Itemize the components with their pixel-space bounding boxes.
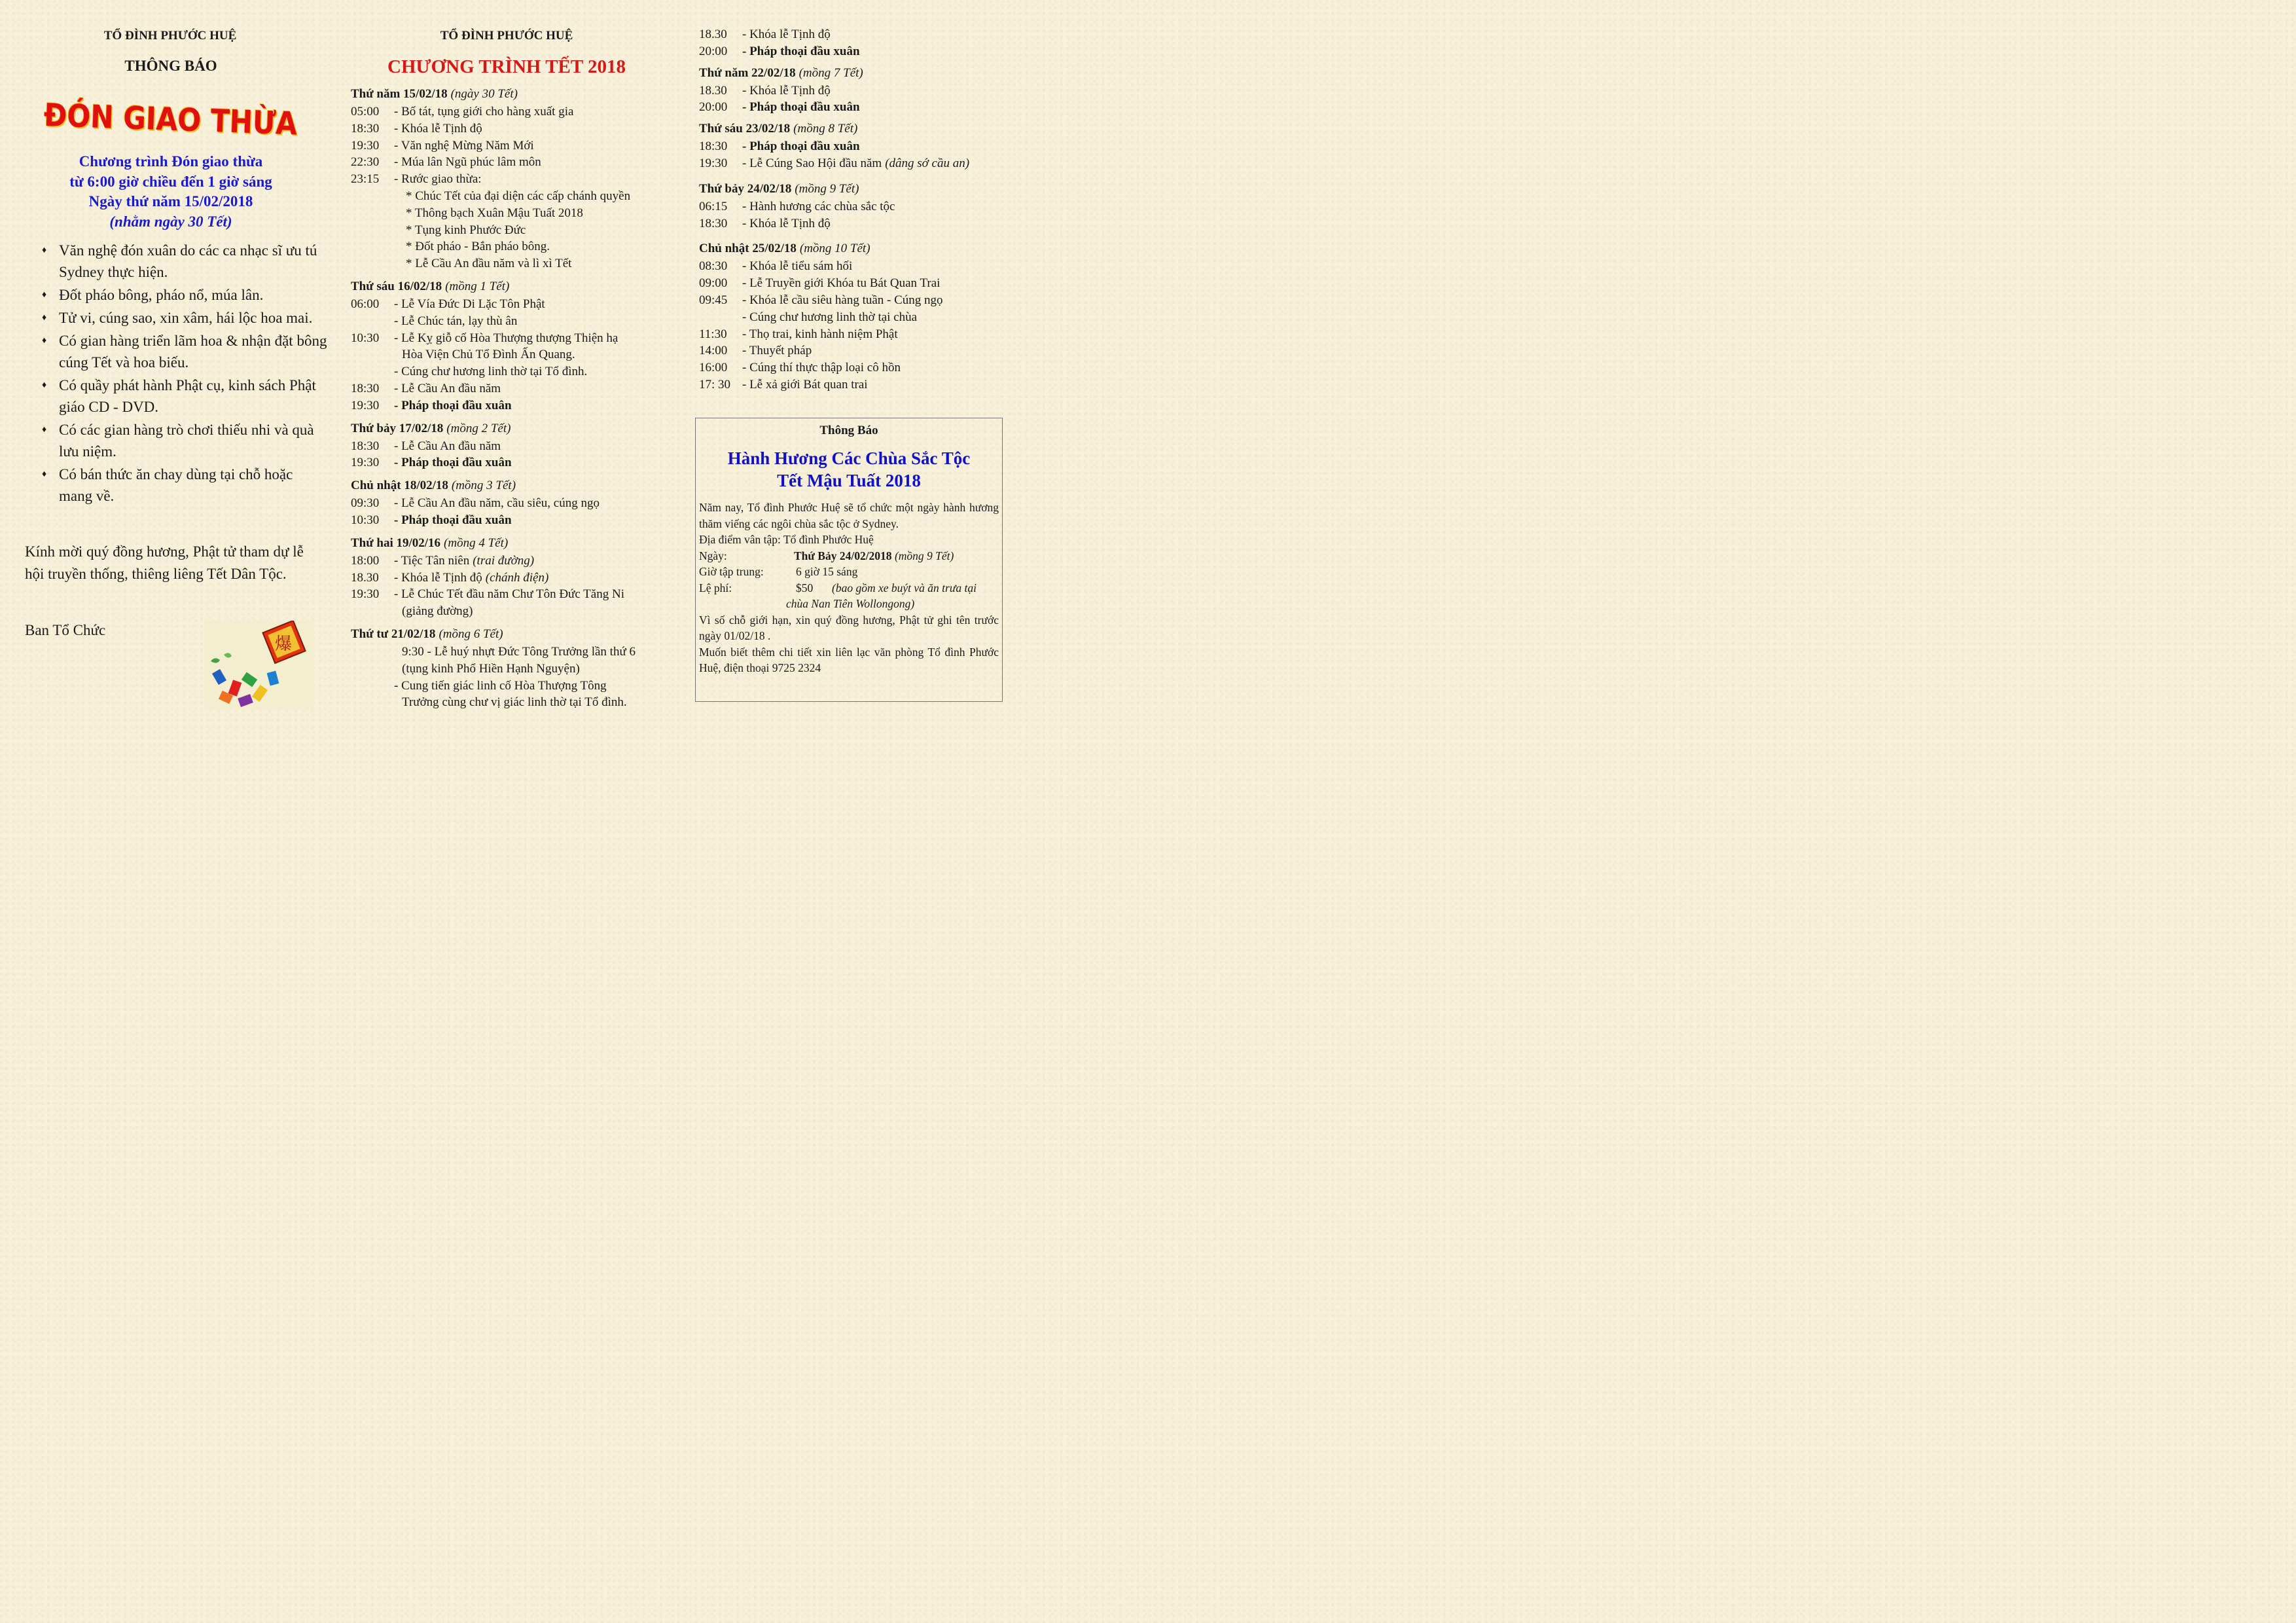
day-note: (mồng 6 Tết): [439, 627, 503, 641]
day-heading: [351, 85, 675, 103]
schedule-text: [394, 103, 573, 120]
list-item-text: Đốt pháo bông, pháo nổ, múa lân.: [59, 287, 264, 303]
day-date: Thứ bảy 24/02/18: [699, 181, 792, 196]
schedule-text-main: - Lễ Truyền giới Khóa tu Bát Quan Trai: [742, 276, 941, 291]
schedule-text-main: - Pháp thoại đầu xuân: [742, 139, 860, 154]
day-heading: [351, 625, 675, 644]
schedule-time: 06:00: [351, 297, 380, 311]
pilgrimage-notice: [695, 418, 1003, 702]
schedule-time: 23:15: [351, 172, 380, 187]
day-heading: [699, 240, 1007, 258]
day-note: (mồng 1 Tết): [445, 279, 510, 293]
schedule-text: [406, 205, 583, 222]
schedule-text-main: - Múa lân Ngũ phúc lâm môn: [394, 155, 541, 170]
schedule-line: [351, 188, 675, 205]
schedule-text-main: - Khóa lễ Tịnh độ: [394, 570, 482, 585]
schedule-text-main: - Khóa lễ Tịnh độ: [742, 27, 831, 41]
day-date: Thứ năm 15/02/18: [351, 87, 448, 101]
diamond-icon: ♦: [42, 425, 47, 435]
schedule-text-main: - Bố tát, tụng giới cho hàng xuất gia: [394, 105, 574, 119]
date-value: Thứ Bảy 24/02/2018: [794, 549, 892, 562]
schedule-line: [699, 376, 1007, 393]
schedule-line: [351, 512, 675, 529]
schedule-time: 18:30: [351, 121, 380, 136]
schedule-time: 18:00: [351, 553, 380, 568]
schedule-text-main: * Lễ Cầu An đầu năm và lì xì Tết: [406, 257, 572, 271]
day-date: Thứ hai 19/02/16: [351, 536, 441, 550]
day-heading: [351, 278, 675, 296]
schedule-text-main: * Chúc Tết của đại diện các cấp chánh quyền: [406, 189, 631, 203]
schedule-line: [351, 397, 675, 414]
day-heading: [699, 120, 1007, 138]
notice-title-line2: Tết Mậu Tuất 2018: [777, 471, 921, 490]
schedule-text-main: - Thuyết pháp: [742, 344, 812, 358]
schedule-line: [699, 275, 1007, 292]
schedule-line: [351, 661, 675, 678]
list-item: [39, 284, 327, 306]
list-item: [39, 240, 327, 283]
schedule-title: CHƯƠNG TRÌNH TẾT 2018: [387, 56, 626, 77]
schedule-text: [394, 495, 600, 512]
schedule-text-main: - Pháp thoại đầu xuân: [742, 44, 860, 58]
schedule-text: [394, 154, 541, 171]
list-item: [39, 464, 327, 507]
schedule-time: 19:30: [351, 587, 380, 602]
day-note: (mồng 8 Tết): [793, 122, 858, 136]
bullet-list: [39, 240, 327, 508]
schedule-text-main: - Pháp thoại đầu xuân: [394, 456, 512, 470]
schedule-text: [394, 512, 512, 529]
schedule-text: [394, 553, 534, 570]
day-note: (mồng 4 Tết): [444, 536, 509, 550]
schedule-line: [351, 205, 675, 222]
schedule-text-main: - Pháp thoại đầu xuân: [394, 513, 512, 527]
schedule-text: [394, 380, 501, 397]
schedule-line: [699, 292, 1007, 309]
schedule-text: [394, 678, 607, 695]
schedule-time: 11:30: [699, 327, 727, 341]
program-block: [20, 152, 322, 232]
schedule-text: [394, 313, 517, 330]
list-item-text: Có quầy phát hành Phật cụ, kinh sách Phật giáo CD - DVD.: [59, 377, 316, 415]
schedule-line: [351, 171, 675, 188]
schedule-time: 16:00: [699, 361, 728, 375]
notice-date-row: [699, 548, 999, 564]
date-value-wrap: [794, 548, 954, 564]
list-item: [39, 330, 327, 373]
schedule-line: [699, 309, 1007, 326]
notice-limit: Vì số chỗ giới hạn, xin quý đồng hương, Phật tử ghi tên trước ngày 01/02/18 .: [699, 613, 999, 642]
schedule-text: [394, 137, 534, 155]
notice-body: [699, 500, 999, 676]
schedule-time: 20:00: [699, 100, 728, 115]
schedule-text-main: - Pháp thoại đầu xuân: [742, 100, 860, 115]
schedule-text: [394, 296, 545, 313]
notice-meet: Địa điểm vân tập: Tổ đình Phước Huệ: [699, 533, 874, 546]
schedule-time: 18.30: [351, 570, 379, 585]
schedule-line: [351, 330, 675, 347]
schedule-line: [351, 238, 675, 255]
temple-name: TỔ ĐÌNH PHƯỚC HUỆ: [103, 29, 237, 43]
schedule-line: [699, 43, 1007, 60]
schedule-time: 10:30: [351, 331, 380, 345]
day-note: (mồng 3 Tết): [451, 479, 516, 493]
schedule-text: [742, 359, 901, 376]
diamond-icon: ♦: [42, 380, 47, 390]
schedule-day: [351, 85, 675, 272]
schedule-text-main: - Lễ Cầu An đầu năm: [394, 439, 501, 453]
schedule-text-main: - Văn nghệ Mừng Năm Mới: [394, 138, 534, 153]
schedule-time: 19:30: [699, 156, 728, 170]
schedule-line: [351, 363, 675, 380]
firecracker-illustration: [204, 621, 314, 710]
schedule-text: [742, 198, 895, 215]
schedule-text: [394, 586, 624, 603]
day-note: (mồng 2 Tết): [446, 421, 511, 435]
schedule-line: [699, 82, 1007, 100]
schedule-text: [742, 342, 812, 359]
schedule-text: [742, 43, 860, 60]
schedule-text: [742, 138, 860, 155]
day-heading: [351, 420, 675, 438]
schedule-time: 19:30: [351, 398, 380, 412]
signature: Ban Tổ Chức: [25, 622, 106, 638]
diamond-icon: ♦: [42, 313, 47, 323]
schedule-line: [351, 222, 675, 239]
schedule-day: [351, 534, 675, 620]
schedule-line: [351, 380, 675, 397]
schedule-time: 19:30: [351, 456, 380, 470]
diamond-icon: ♦: [42, 246, 47, 255]
date-label: Ngày:: [699, 549, 727, 562]
schedule-text: [742, 275, 940, 292]
schedule-line: [351, 255, 675, 272]
list-item-text: Có các gian hàng trò chơi thiếu nhi và quà lưu niệm.: [59, 422, 314, 460]
schedule-text-main: - Lễ Vía Đức Di Lặc Tôn Phật: [394, 297, 545, 311]
program-line: Ngày thứ năm 15/02/2018: [88, 193, 253, 210]
schedule-time: 18.30: [699, 83, 727, 98]
schedule-text: [742, 326, 898, 343]
day-heading: [351, 477, 675, 495]
schedule-time: 09:45: [699, 293, 728, 307]
day-date: Thứ năm 22/02/18: [699, 65, 796, 80]
schedule-time: 18:30: [351, 381, 380, 395]
schedule-list: [351, 85, 675, 711]
program-line: Chương trình Đón giao thừa: [79, 153, 263, 170]
schedule-day: [699, 240, 1007, 393]
day-date: Chủ nhật 25/02/18: [699, 242, 797, 256]
schedule-line: [699, 26, 1007, 43]
invitation-text: Kính mời quý đồng hương, Phật tử tham dự lễ hội truyền thống, thiêng liêng Tết Dân Tộc.: [25, 543, 304, 582]
schedule-text: [742, 26, 831, 43]
schedule-time: 18.30: [699, 27, 727, 41]
schedule-text: [742, 292, 943, 309]
banner-text: ĐÓN GIAO THỪA: [43, 97, 298, 143]
schedule-text-main: (tụng kinh Phổ Hiền Hạnh Nguyện): [402, 661, 580, 676]
schedule-text-main: - Lễ Chúc Tết đầu năm Chư Tôn Đức Tăng Ni: [394, 587, 624, 602]
firecracker-label: 爆: [274, 634, 293, 654]
schedule-line: [351, 154, 675, 171]
schedule-line: [351, 553, 675, 570]
day-heading: [351, 534, 675, 553]
schedule-line: [351, 586, 675, 603]
fee-note: (bao gồm xe buýt và ăn trưa tại: [832, 581, 977, 594]
schedule-time: 20:00: [699, 44, 728, 58]
schedule-text-main: - Khóa lễ Tịnh độ: [394, 121, 482, 136]
list-item: [39, 374, 327, 418]
schedule-text-main: - Lễ Chúc tán, lạy thù ân: [394, 314, 518, 328]
schedule-day: [351, 420, 675, 472]
schedule-text-main: 9:30 - Lễ huý nhựt Đức Tông Trưởng lần thứ 6: [402, 644, 636, 659]
schedule-text-note: (chánh điện): [485, 570, 549, 585]
schedule-text-main: - Lễ xả giới Bát quan trai: [742, 377, 868, 392]
schedule-text-main: - Khóa lễ Tịnh độ: [742, 216, 831, 230]
schedule-line: [351, 120, 675, 137]
schedule-day: [351, 278, 675, 414]
notice-contact: Muốn biết thêm chi tiết xin liên lạc văn phòng Tổ đình Phước Huệ, điện thoại 9725 2324: [699, 645, 999, 674]
list-item: [39, 307, 327, 329]
schedule-time: 14:00: [699, 344, 728, 358]
schedule-text: [402, 644, 636, 661]
schedule-text: [742, 258, 852, 275]
schedule-text: [394, 363, 587, 380]
schedule-text-main: - Khóa lễ Tịnh độ: [742, 83, 831, 98]
schedule-line: [351, 694, 675, 711]
schedule-text: [394, 454, 512, 471]
schedule-time: 06:15: [699, 199, 728, 213]
schedule-text: [406, 188, 630, 205]
schedule-text: [394, 438, 501, 455]
notice-title: [696, 447, 1002, 492]
schedule-text-main: - Khóa lễ tiểu sám hối: [742, 259, 853, 274]
schedule-day: [351, 625, 675, 711]
schedule-line: [351, 313, 675, 330]
notice-title-line1: Hành Hương Các Chùa Sắc Tộc: [727, 448, 971, 468]
schedule-text: [742, 82, 831, 100]
day-note: (ngày 30 Tết): [450, 87, 518, 101]
schedule-text: [402, 603, 473, 620]
schedule-time: 05:00: [351, 105, 380, 119]
fee-value: $50: [796, 581, 814, 594]
schedule-time: 08:30: [699, 259, 728, 274]
schedule-text: [394, 120, 482, 137]
schedule-text-main: - Lễ Cúng Sao Hội đầu năm: [742, 156, 882, 170]
time-label: Giờ tập trung:: [699, 565, 764, 578]
schedule-text-main: - Khóa lễ cầu siêu hàng tuần - Cúng ngọ: [742, 293, 943, 307]
schedule-text: [394, 330, 618, 347]
firecracker-image: [204, 621, 314, 710]
schedule-time: 19:30: [351, 138, 380, 153]
schedule-line: [699, 198, 1007, 215]
schedule-text-main: - Hành hương các chùa sắc tộc: [742, 199, 895, 213]
schedule-text-main: - Cúng chư hương linh thờ tại chùa: [742, 310, 918, 324]
fee-note-cont: chùa Nan Tiên Wollongong): [786, 597, 915, 610]
list-item: [39, 419, 327, 462]
schedule-line: [699, 342, 1007, 359]
schedule-text-main: * Tụng kinh Phước Đức: [406, 223, 526, 237]
schedule-time: 10:30: [351, 513, 380, 527]
schedule-text: [402, 694, 627, 711]
schedule-list: [699, 26, 1007, 393]
schedule-line: [351, 603, 675, 620]
fee-label: Lệ phí:: [699, 581, 732, 594]
schedule-line: [699, 155, 1007, 172]
schedule-day: [699, 180, 1007, 232]
day-note: (mồng 7 Tết): [798, 65, 863, 80]
schedule-day: [699, 120, 1007, 172]
notice-heading: THÔNG BÁO: [124, 58, 217, 74]
schedule-text-main: - Cúng thí thực thập loại cô hồn: [742, 361, 901, 375]
banner-title: [43, 97, 319, 143]
schedule-text: [742, 215, 831, 232]
schedule-text: [394, 171, 482, 188]
schedule-line: [699, 138, 1007, 155]
schedule-text: [406, 238, 550, 255]
schedule-text: [742, 376, 868, 393]
notice-fee-row: [699, 580, 999, 596]
schedule-time: 09:00: [699, 276, 728, 291]
schedule-text: [406, 222, 526, 239]
schedule-text-main: * Đốt pháo - Bắn pháo bông.: [406, 240, 550, 254]
day-note: (mồng 9 Tết): [795, 181, 859, 196]
schedule-text: [394, 397, 512, 414]
schedule-line: [699, 215, 1007, 232]
time-value: 6 giờ 15 sáng: [796, 565, 858, 578]
schedule-line: [351, 454, 675, 471]
day-date: Thứ tư 21/02/18: [351, 627, 436, 641]
schedule-text: [406, 255, 571, 272]
day-note: (mồng 10 Tết): [799, 242, 870, 256]
schedule-line: [351, 678, 675, 695]
schedule-text-main: - Lễ Cầu An đầu năm: [394, 381, 501, 395]
schedule-text-main: - Lễ Kỵ giỗ cố Hòa Thượng thượng Thiện hạ: [394, 331, 619, 345]
diamond-icon: ♦: [42, 336, 47, 346]
schedule-text-main: - Rước giao thừa:: [394, 172, 482, 187]
schedule-line: [351, 495, 675, 512]
schedule-text: [742, 99, 860, 116]
schedule-line: [351, 296, 675, 313]
schedule-text: [742, 309, 917, 326]
day-date: Thứ bảy 17/02/18: [351, 421, 444, 435]
day-date: Thứ sáu 23/02/18: [699, 122, 791, 136]
schedule-text: [402, 661, 580, 678]
notice-time-row: [699, 564, 999, 580]
temple-name: TỔ ĐÌNH PHƯỚC HUỆ: [440, 29, 573, 43]
schedule-line: [351, 438, 675, 455]
diamond-icon: ♦: [42, 469, 47, 479]
schedule-time: 09:30: [351, 496, 380, 511]
list-item-text: Văn nghệ đón xuân do các ca nhạc sĩ ưu tú Sydney thực hiện.: [59, 242, 317, 280]
schedule-text: [742, 155, 969, 172]
notice-intro: Năm nay, Tổ đình Phước Huệ sẽ tổ chức một ngày hành hương thăm viếng các ngôi chùa sắc tộc ở Sydney.: [699, 501, 999, 530]
schedule-text-main: * Thông bạch Xuân Mậu Tuất 2018: [406, 206, 583, 220]
schedule-text-main: Trưởng cùng chư vị giác linh thờ tại Tổ đình.: [402, 695, 627, 710]
schedule-day: [699, 64, 1007, 117]
notice-label: Thông Báo: [819, 424, 878, 437]
schedule-text-main: Hòa Viện Chủ Tổ Đình Ấn Quang.: [402, 348, 575, 362]
schedule-line: [699, 326, 1007, 343]
schedule-text: [402, 346, 575, 363]
schedule-text-main: - Lễ Cầu An đầu năm, cầu siêu, cúng ngọ: [394, 496, 600, 511]
schedule-text-note: (dâng sớ cầu an): [885, 156, 970, 170]
day-heading: [699, 64, 1007, 82]
schedule-text-main: - Cúng chư hương linh thờ tại Tổ đình.: [394, 365, 588, 379]
schedule-line: [351, 346, 675, 363]
schedule-line: [351, 570, 675, 587]
list-item-text: Tử vi, cúng sao, xin xâm, hái lộc hoa mai.: [59, 310, 313, 326]
diamond-icon: ♦: [42, 290, 47, 300]
schedule-day: [351, 477, 675, 529]
schedule-text-main: - Cung tiến giác linh cố Hòa Thượng Tông: [394, 678, 607, 693]
schedule-text-main: - Pháp thoại đầu xuân: [394, 398, 512, 412]
date-note: (mồng 9 Tết): [894, 549, 954, 562]
schedule-line: [351, 137, 675, 155]
schedule-time: 18:30: [699, 216, 728, 230]
schedule-time: 17: 30: [699, 377, 731, 392]
day-date: Chủ nhật 18/02/18: [351, 479, 448, 493]
schedule-line: [699, 99, 1007, 116]
schedule-line: [351, 103, 675, 120]
schedule-text-main: - Thọ trai, kinh hành niệm Phật: [742, 327, 898, 341]
day-date: Thứ sáu 16/02/18: [351, 279, 442, 293]
schedule-line: [699, 359, 1007, 376]
program-line: từ 6:00 giờ chiều đến 1 giờ sáng: [69, 173, 272, 190]
schedule-time: 18:30: [351, 439, 380, 453]
schedule-line: [699, 258, 1007, 275]
schedule-text-note: (trai đường): [473, 553, 535, 568]
schedule-text-main: (giảng đường): [402, 604, 473, 619]
schedule-line: [351, 644, 675, 661]
program-line: (nhằm ngày 30 Tết): [109, 213, 232, 230]
schedule-text: [394, 570, 548, 587]
list-item-text: Có bán thức ăn chay dùng tại chỗ hoặc mang về.: [59, 466, 293, 504]
schedule-text-main: - Tiệc Tân niên: [394, 553, 470, 568]
schedule-time: 18:30: [699, 139, 728, 154]
day-heading: [699, 180, 1007, 198]
schedule-time: 22:30: [351, 155, 380, 170]
list-item-text: Có gian hàng triển lãm hoa & nhận đặt bông cúng Tết và hoa biếu.: [59, 333, 327, 371]
